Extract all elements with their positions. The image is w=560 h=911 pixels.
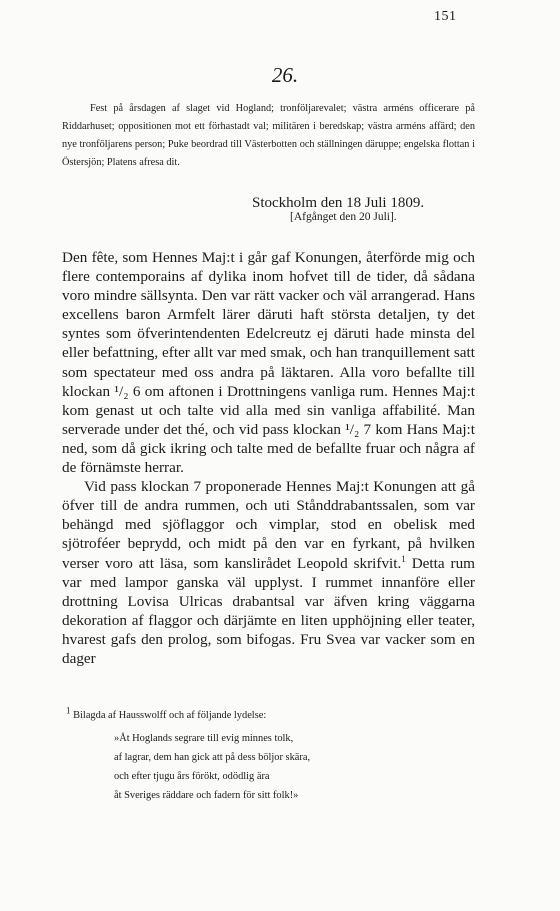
page-number: 151 bbox=[434, 9, 457, 24]
dateline: Stockholm den 18 Juli 1809. bbox=[252, 195, 425, 211]
poem-line: »Åt Hoglands segrare till evig minnes tolk, bbox=[114, 733, 294, 744]
paragraph-2-text-b: Detta rum var med lampor ganska väl upplyst. I rummet innanföre eller drottning Lovisa Ulricas drabantsal var äfven kring väggarna dekoration af flaggor och därjämte en liten upphöjning eller teater, hvarest gafs den prolog, som bifogas. Fru Svea var vacker som en dager bbox=[62, 554, 475, 667]
footnote-reference: 1 bbox=[401, 553, 406, 564]
letter-body bbox=[62, 248, 475, 668]
footnote bbox=[62, 706, 475, 805]
footnote-intro bbox=[62, 706, 475, 725]
paragraph-2-text-a: Vid pass klockan 7 proponerade Hennes Maj:t Konungen att gå öfver till de andra rummen, och uti Stånddrabantssalen, som var behängd med sjöflaggor och vimplar, stod en obelisk med sjötroféer beprydd, och midt på den var en fyrkant, på hvilken verser voro att läsa, som kanslirådet Leopold skrifvit. bbox=[62, 478, 475, 572]
sent-note: [Afgånget den 20 Juli]. bbox=[290, 211, 397, 223]
fraction-half: ¹/₂ bbox=[345, 420, 360, 438]
poem-line: af lagrar, dem han gick att på dess böljor skära, bbox=[114, 752, 311, 763]
poem-line: åt Sveriges räddare och fadern för sitt folk!» bbox=[114, 790, 299, 801]
footnote-marker: 1 bbox=[66, 705, 71, 716]
footnote-poem bbox=[114, 729, 475, 805]
footnote-text: Bilagda af Hausswolff och af följande lydelse: bbox=[73, 710, 267, 721]
chapter-summary: Fest på årsdagen af slaget vid Hogland; tronföljarevalet; västra arméns officerare på Riddarhuset; oppositionen mot ett förhastadt val; militären i beredskap; västra arméns affärd; den nye tronföljarens person; Puke beordrad till Västerbotten och ställningen däruppe; engelska flottan i Östersjön; Platens afresa dit. bbox=[62, 103, 475, 168]
paragraph-1 bbox=[62, 248, 475, 477]
paragraph-1-text-a: Den fête, som Hennes Maj:t i går gaf Konungen, återförde mig och flere contemporains af dylika inom hofvet till de tider, då sådana voro mindre sällsynta. Den var rätt vacker och väl arrangerad. Hans excellens baron Armfelt lärer däruti haft största detaljen, ty det syntes som öfverintendenten Edelcreutz ej däruti hade minsta del eller befattning, efter allt var med smak, och han tranquillement satt som spectateur med oss andra på läktaren. Alla voro befallte till klockan bbox=[62, 249, 475, 400]
fraction-half: ¹/₂ bbox=[114, 382, 129, 400]
paragraph-1-text-c: 7 kom Hans Maj:t ned, som då gick ikring och talte med de befallte fruar och några af de förnämste herrar. bbox=[62, 420, 475, 477]
poem-line: och efter tjugu års förökt, odödlig ära bbox=[114, 771, 270, 782]
chapter-number: 26. bbox=[271, 63, 299, 87]
paragraph-2 bbox=[62, 477, 475, 668]
paragraph-1-text-b: 6 om aftonen i Drottningens vanliga rum. Hennes Maj:t kom genast ut och talte vid alla med sin vanliga affabilité. Man serverade under det thé, och vid pass klockan bbox=[62, 382, 476, 438]
